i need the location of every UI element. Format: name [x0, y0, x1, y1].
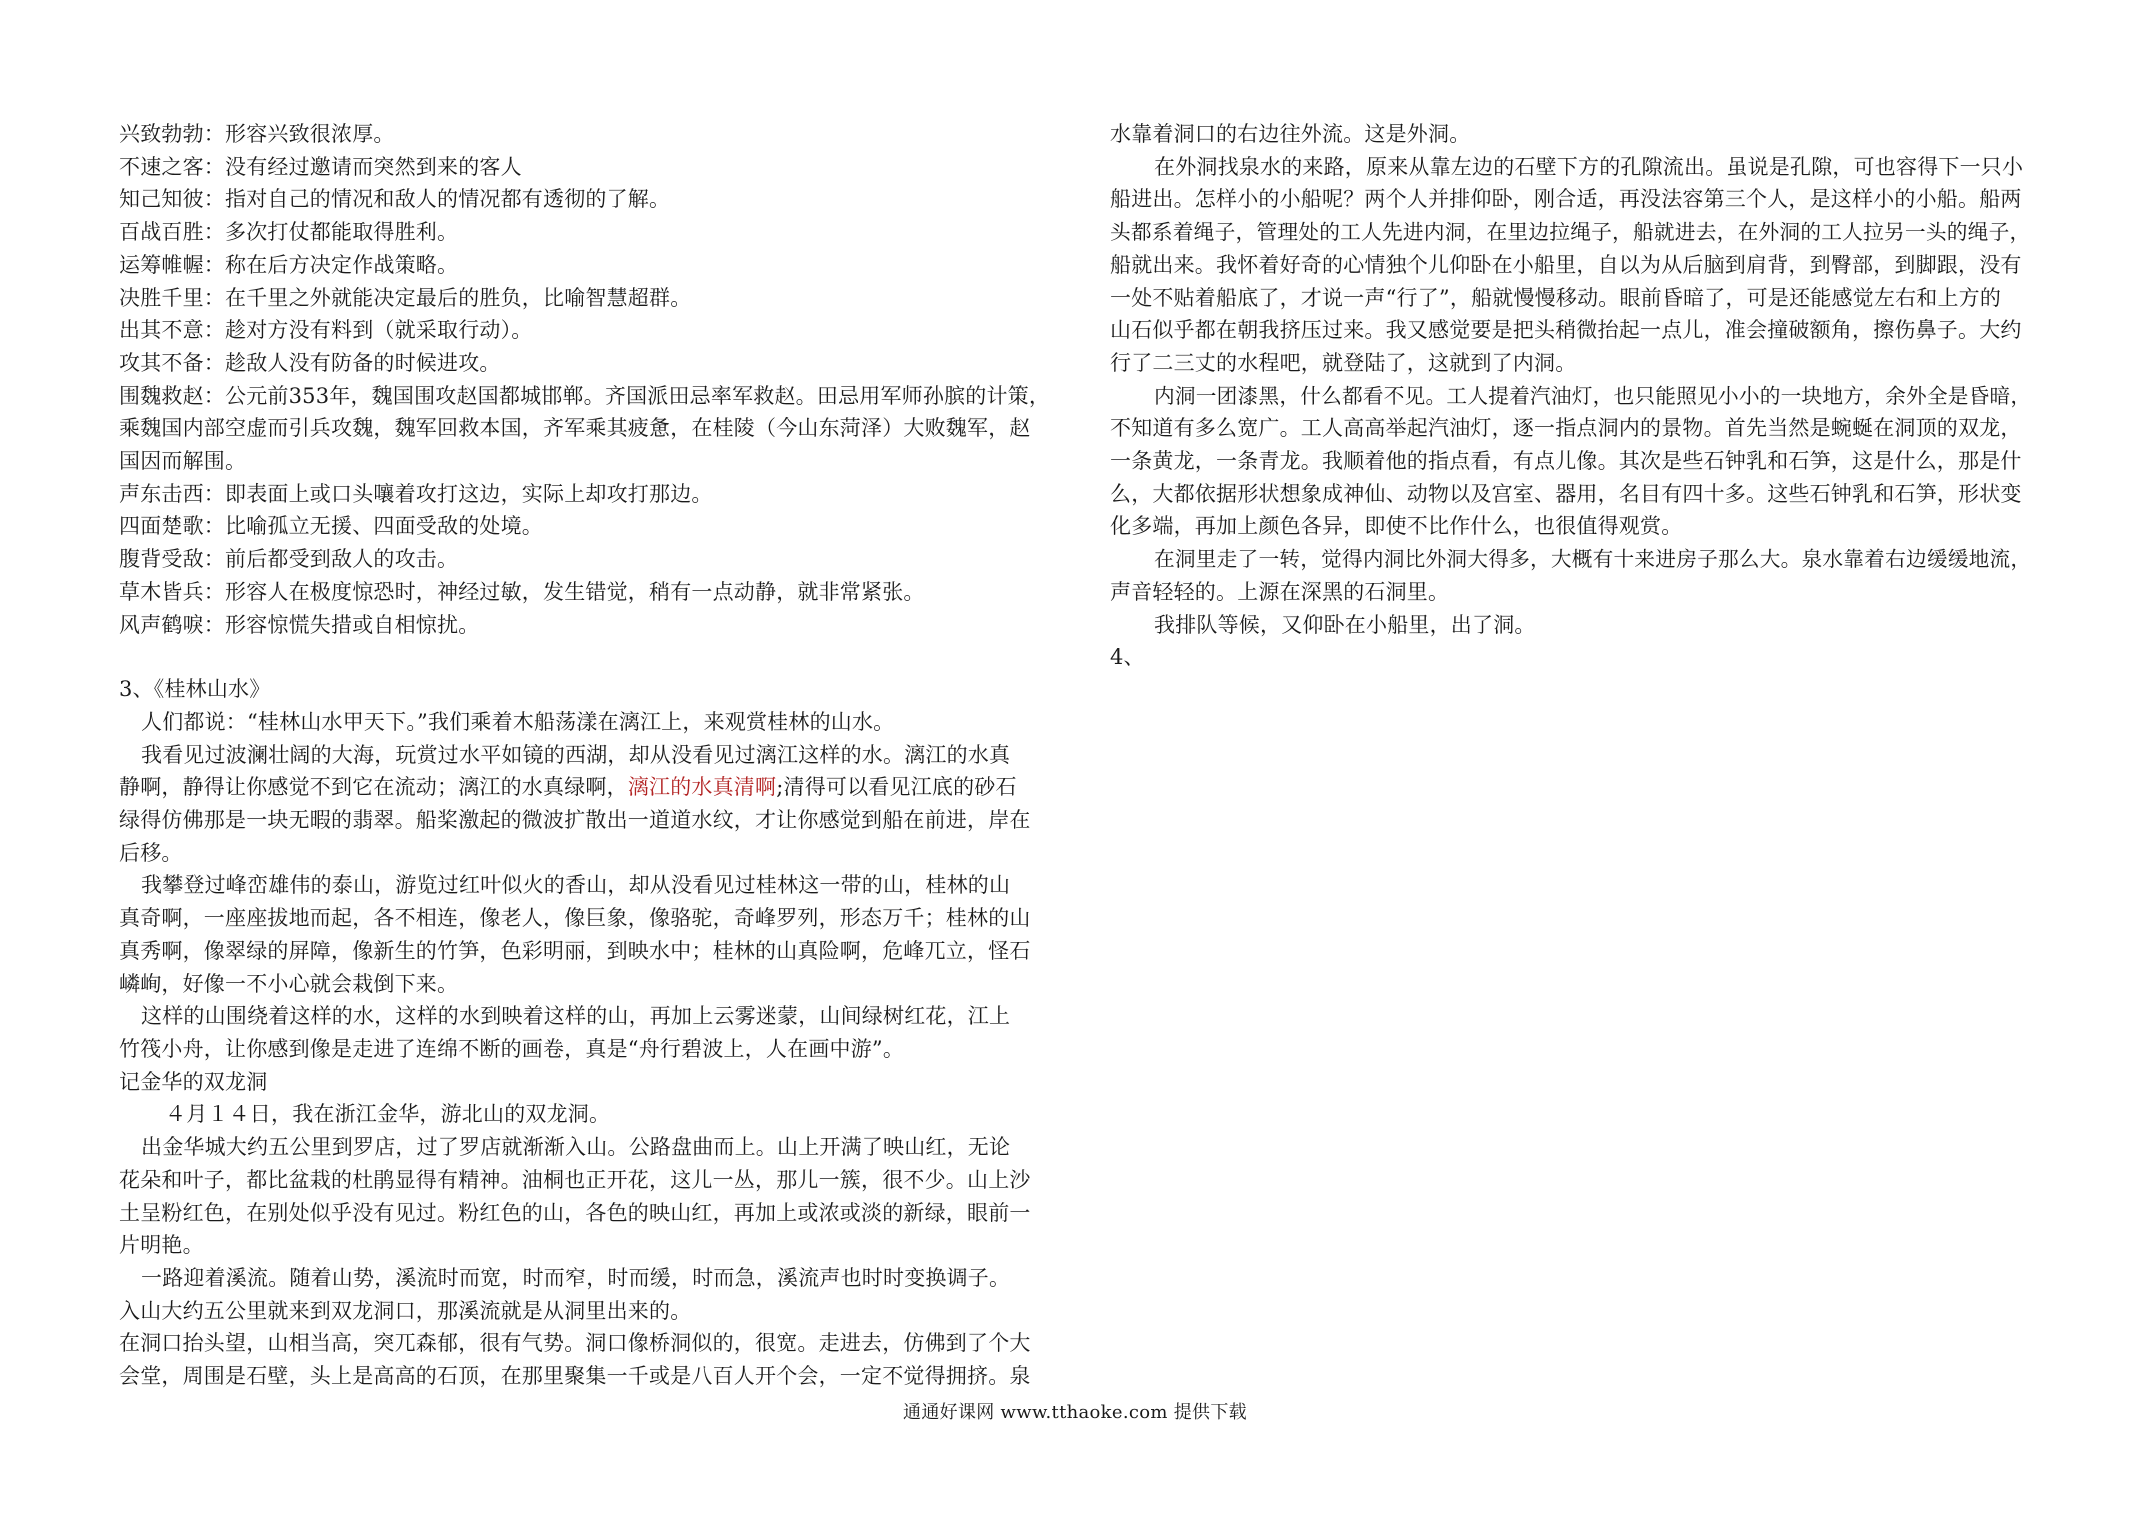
idiom-line: 乘魏国内部空虚而引兵攻魏，魏军回救本国，齐军乘其疲惫，在桂陵（今山东菏泽）大败魏军，赵	[119, 416, 1031, 441]
paragraph-line: 后移。	[119, 840, 183, 865]
paragraph-line: 出金华城大约五公里到罗店，过了罗店就渐渐入山。公路盘曲而上。山上开满了映山红，无论	[141, 1135, 1011, 1160]
paragraph-line: 一路迎着溪流。随着山势，溪流时而宽，时而窄，时而缓，时而急，溪流声也时时变换调子。	[141, 1265, 1011, 1290]
paragraph-line: 我排队等候，又仰卧在小船里，出了洞。	[1154, 612, 1536, 637]
idiom-line: 草木皆兵：形容人在极度惊恐时，神经过敏，发生错觉，稍有一点动静，就非常紧张。	[119, 579, 925, 604]
paragraph-line: 嶙峋，好像一不小心就会栽倒下来。	[119, 971, 459, 996]
idiom-line: 围魏救赵：公元前353年，魏国围攻赵国都城邯郸。齐国派田忌率军救赵。田忌用军师孙膑的计策，	[119, 383, 1051, 408]
paragraph-line: 入山大约五公里就来到双龙洞口，那溪流就是从洞里出来的。	[119, 1298, 692, 1323]
paragraph-line: 我攀登过峰峦雄伟的泰山，游览过红叶似火的香山，却从没看见过桂林这一带的山，桂林的山	[141, 873, 1011, 898]
idiom-list	[119, 118, 1066, 641]
paragraph-line: 化多端，再加上颜色各异，即使不比作什么，也很值得观赏。	[1110, 514, 1683, 539]
idiom-line: 腹背受敌：前后都受到敌人的攻击。	[119, 547, 459, 572]
idiom-line: 不速之客：没有经过邀请而突然到来的客人	[119, 154, 522, 179]
left-column	[119, 118, 1066, 1393]
paragraph-line: 我看见过波澜壮阔的大海，玩赏过水平如镜的西湖，却从没看见过漓江这样的水。漓江的水真	[141, 742, 1011, 767]
paragraph-line: 在洞口抬头望，山相当高，突兀森郁，很有气势。洞口像桥洞似的，很宽。走进去，仿佛到了个大	[119, 1331, 1031, 1356]
paragraph-line: 山石似乎都在朝我挤压过来。我又感觉要是把头稍微抬起一点儿，准会撞破额角，擦伤鼻子。大约	[1110, 318, 2022, 343]
paragraph-line: 么，大都依据形状想象成神仙、动物以及宫室、器用，名目有四十多。这些石钟乳和石笋，形状变	[1110, 481, 2022, 506]
idiom-line: 兴致勃勃：形容兴致很浓厚。	[119, 122, 395, 146]
section-3-title: 3、《桂林山水》	[119, 677, 271, 702]
paragraph-line: 水靠着洞口的右边往外流。这是外洞。	[1110, 122, 1471, 146]
idiom-line: 运筹帷幄：称在后方决定作战策略。	[119, 252, 459, 277]
paragraph-line: 声音轻轻的。上源在深黑的石洞里。	[1110, 579, 1450, 604]
paragraph-line: 片明艳。	[119, 1233, 204, 1258]
paragraph-line: 行了二三丈的水程吧，就登陆了，这就到了内洞。	[1110, 350, 1577, 375]
paragraph-line: 在外洞找泉水的来路，原来从靠左边的石壁下方的孔隙流出。虽说是孔隙，可也容得下一只小	[1154, 154, 2024, 179]
paragraph-line: 船进出。怎样小的小船呢？两个人并排仰卧，刚合适，再没法容第三个人，是这样小的小船。船两	[1110, 187, 2022, 212]
idiom-line: 百战百胜：多次打仗都能取得胜利。	[119, 220, 459, 245]
paragraph-line: 人们都说：“桂林山水甲天下。”我们乘着木船荡漾在漓江上，来观赏桂林的山水。	[141, 709, 895, 734]
paragraph-line: 在洞里走了一转，觉得内洞比外洞大得多，大概有十来进房子那么大。泉水靠着右边缓缓地流，	[1154, 547, 2032, 572]
paragraph-line: ４月１４日，我在浙江金华，游北山的双龙洞。	[165, 1102, 611, 1127]
paragraph-line: 会堂，周围是石壁，头上是高高的石顶，在那里聚集一千或是八百人开个会，一定不觉得拥挤。泉	[119, 1364, 1031, 1389]
spacer	[119, 641, 1066, 673]
paragraph-line: 真秀啊，像翠绿的屏障，像新生的竹笋，色彩明丽，到映水中；桂林的山真险啊，危峰兀立，怪石	[119, 938, 1031, 963]
right-column	[1110, 118, 2040, 674]
paragraph-line: 一条黄龙，一条青龙。我顺着他的指点看，有点儿像。其次是些石钟乳和石笋，这是什么，那是什	[1110, 449, 2022, 474]
idiom-line: 声东击西：即表面上或口头嚷着攻打这边，实际上却攻打那边。	[119, 481, 713, 506]
paragraph-line: 真奇啊，一座座拔地而起，各不相连，像老人，像巨象，像骆驼，奇峰罗列，形态万千；桂林的山	[119, 906, 1031, 931]
paragraph-line: 绿得仿佛那是一块无暇的翡翠。船桨激起的微波扩散出一道道水纹，才让你感觉到船在前进，岸在	[119, 808, 1031, 833]
text-span: ;清得可以看见江底的砂石	[776, 775, 1017, 800]
paragraph-line: 花朵和叶子，都比盆栽的杜鹃显得有精神。油桐也正开花，这儿一丛，那儿一簇，很不少。山上沙	[119, 1167, 1031, 1192]
idiom-line: 决胜千里：在千里之外就能决定最后的胜负，比喻智慧超群。	[119, 285, 692, 310]
paragraph-line: 船就出来。我怀着好奇的心情独个儿仰卧在小船里，自以为从后脑到肩背，到臀部，到脚跟，没有	[1110, 252, 2022, 277]
highlighted-text: 漓江的水真清啊	[627, 775, 777, 800]
paragraph-line: 土呈粉红色，在别处似乎没有见过。粉红色的山，各色的映山红，再加上或浓或淡的新绿，眼前一	[119, 1200, 1031, 1225]
section-4-title: 4、	[1110, 645, 1145, 670]
page-footer: 通通好课网 www.tthaoke.com 提供下载	[903, 1402, 1247, 1423]
paragraph-line	[119, 771, 1066, 804]
paragraph-line: 一处不贴着船底了，才说一声“行了”，船就慢慢移动。眼前昏暗了，可是还能感觉左右和上方的	[1110, 285, 2002, 310]
section-title-shuanglong: 记金华的双龙洞	[119, 1069, 268, 1094]
text-span: 静啊，静得让你感觉不到它在流动；漓江的水真绿啊，	[119, 775, 628, 800]
paragraph-line: 内洞一团漆黑，什么都看不见。工人提着汽油灯，也只能照见小小的一块地方，余外全是昏暗，	[1154, 383, 2032, 408]
paragraph-line: 不知道有多么宽广。工人高高举起汽油灯，逐一指点洞内的景物。首先当然是蜿蜒在洞顶的双龙，	[1110, 416, 2022, 441]
idiom-line: 攻其不备：趁敌人没有防备的时候进攻。	[119, 350, 501, 375]
idiom-line: 知己知彼：指对自己的情况和敌人的情况都有透彻的了解。	[119, 187, 671, 212]
paragraph-line: 竹筏小舟，让你感到像是走进了连绵不断的画卷，真是“舟行碧波上，人在画中游”。	[119, 1036, 905, 1061]
idiom-line: 四面楚歌：比喻孤立无援、四面受敌的处境。	[119, 514, 543, 539]
paragraph-line: 头都系着绳子，管理处的工人先进内洞，在里边拉绳子，船就进去，在外洞的工人拉另一头的绳子，	[1110, 220, 2031, 245]
idiom-line: 风声鹤唳：形容惊慌失措或自相惊扰。	[119, 612, 480, 637]
idiom-line: 国因而解围。	[119, 449, 247, 474]
idiom-line: 出其不意：趁对方没有料到（就采取行动）。	[119, 318, 533, 343]
paragraph-line: 这样的山围绕着这样的水，这样的水到映着这样的山，再加上云雾迷蒙，山间绿树红花，江上	[141, 1004, 1011, 1029]
